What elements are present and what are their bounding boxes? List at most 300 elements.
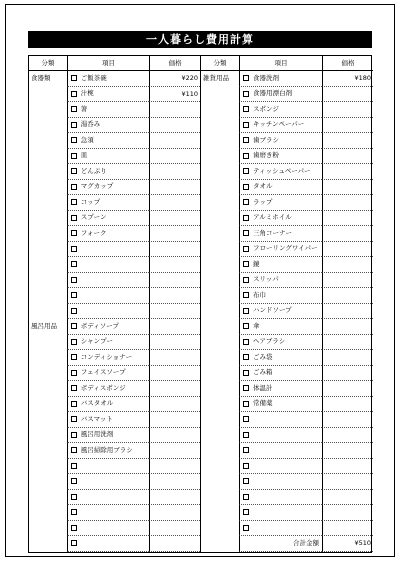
checkbox-icon[interactable] [71, 525, 77, 531]
checkbox-icon[interactable] [71, 137, 77, 143]
right-column-group [201, 56, 373, 552]
table-row [201, 366, 373, 382]
checkbox-icon[interactable] [243, 416, 249, 422]
category-label [201, 366, 239, 382]
item-label: ラップ [253, 197, 273, 206]
checkbox-icon[interactable] [71, 246, 77, 252]
price-cell [322, 211, 373, 227]
table-row [29, 443, 200, 459]
category-label [201, 226, 239, 242]
category-label [29, 350, 67, 366]
table-row [201, 381, 373, 397]
checkbox-icon[interactable] [71, 339, 77, 345]
item-cell [67, 180, 150, 196]
item-cell [67, 71, 150, 87]
checkbox-icon[interactable] [243, 75, 249, 81]
category-label [29, 397, 67, 413]
price-cell [322, 459, 373, 475]
price-cell [322, 490, 373, 506]
table-row [29, 118, 200, 134]
table-row [29, 366, 200, 382]
price-cell [322, 381, 373, 397]
checkbox-icon[interactable] [243, 308, 249, 314]
price-cell [149, 195, 200, 211]
checkbox-icon[interactable] [71, 416, 77, 422]
price-cell [149, 412, 200, 428]
item-cell [67, 164, 150, 180]
item-label: 傘 [253, 321, 260, 330]
checkbox-icon[interactable] [243, 525, 249, 531]
table-row [29, 133, 200, 149]
item-cell [67, 304, 150, 320]
price-cell: ¥180 [322, 71, 373, 87]
item-cell [67, 412, 150, 428]
checkbox-icon[interactable] [243, 168, 249, 174]
table-row [29, 71, 200, 87]
item-label: 急須 [80, 135, 94, 144]
item-label: 皿 [80, 151, 88, 160]
category-label [201, 273, 239, 289]
price-cell [322, 304, 373, 320]
checkbox-icon[interactable] [71, 494, 77, 500]
category-label [201, 164, 239, 180]
checkbox-icon[interactable] [71, 153, 77, 159]
price-cell [322, 87, 373, 103]
table-row [201, 288, 373, 304]
category-label [29, 443, 67, 459]
table-row [201, 118, 373, 134]
table-row [29, 381, 200, 397]
table-row [201, 319, 373, 335]
checkbox-icon[interactable] [243, 385, 249, 391]
item-cell [67, 226, 150, 242]
checkbox-icon[interactable] [71, 292, 77, 298]
category-label: 雑貨用品 [203, 74, 229, 82]
checkbox-icon[interactable] [243, 122, 249, 128]
checkbox-icon[interactable] [71, 261, 77, 267]
price-cell [322, 195, 373, 211]
item-label: 歯ブラシ [253, 135, 279, 144]
table-row [29, 195, 200, 211]
item-label: スプーン [80, 213, 107, 222]
right-rows [201, 71, 373, 536]
total-label: 合計金額 [239, 536, 322, 552]
checkbox-icon[interactable] [71, 463, 77, 469]
item-label: 体温計 [253, 383, 273, 392]
table-row [29, 149, 200, 165]
table-row [29, 242, 200, 258]
price-cell [149, 490, 200, 506]
category-label [201, 350, 239, 366]
category-label: 食器類 [31, 74, 51, 82]
checkbox-icon[interactable] [243, 354, 249, 360]
checkbox-icon[interactable] [243, 215, 249, 221]
category-label [29, 412, 67, 428]
table-row [29, 505, 200, 521]
category-label [29, 273, 67, 289]
item-cell [67, 381, 150, 397]
item-cell [239, 242, 322, 258]
price-cell [322, 474, 373, 490]
item-cell [67, 505, 150, 521]
category-label [29, 459, 67, 475]
category-label [29, 180, 67, 196]
category-label [29, 474, 67, 490]
table-row [201, 521, 373, 537]
price-cell [322, 226, 373, 242]
checkbox-icon[interactable] [71, 323, 77, 329]
table-row [201, 87, 373, 103]
price-cell [322, 288, 373, 304]
item-cell [239, 381, 322, 397]
item-cell [239, 319, 322, 335]
price-cell [149, 350, 200, 366]
checkbox-icon[interactable] [71, 184, 77, 190]
category-label [201, 133, 239, 149]
item-label: スリッパ [253, 275, 279, 284]
checkbox-icon[interactable] [243, 184, 249, 190]
price-cell [149, 335, 200, 351]
price-cell [322, 443, 373, 459]
checkbox-icon[interactable] [243, 509, 249, 515]
price-cell [149, 459, 200, 475]
checkbox-icon[interactable] [243, 370, 249, 376]
price-cell: ¥110 [149, 87, 200, 103]
table-row [201, 443, 373, 459]
table-row [201, 164, 373, 180]
category-label: 風呂用品 [31, 322, 57, 330]
checkbox-icon[interactable] [71, 106, 77, 112]
category-label [201, 397, 239, 413]
checkbox-icon[interactable] [243, 339, 249, 345]
category-label [29, 87, 67, 103]
item-label: 汁椀 [80, 89, 94, 98]
price-cell [322, 164, 373, 180]
item-cell [67, 288, 150, 304]
table-row [201, 242, 373, 258]
category-label [201, 335, 239, 351]
price-cell [149, 304, 200, 320]
item-cell [67, 366, 150, 382]
checkbox-icon[interactable] [243, 261, 249, 267]
table-row [29, 164, 200, 180]
checkbox-icon[interactable] [243, 91, 249, 97]
item-cell [67, 428, 150, 444]
category-label [29, 490, 67, 506]
price-cell [149, 397, 200, 413]
price-cell [149, 242, 200, 258]
total-spacer [201, 536, 239, 552]
header-category: 分類 [41, 59, 55, 67]
item-label: スポンジ [253, 104, 279, 113]
table-header [29, 56, 200, 71]
category-label [201, 257, 239, 273]
price-cell [322, 102, 373, 118]
price-cell: ¥220 [149, 71, 200, 87]
price-cell [322, 412, 373, 428]
table-row [29, 412, 200, 428]
item-cell [239, 521, 322, 537]
item-cell [239, 459, 322, 475]
checkbox-icon[interactable] [243, 401, 249, 407]
table-row [201, 71, 373, 87]
item-cell [239, 211, 322, 227]
item-cell [67, 102, 150, 118]
item-cell [239, 180, 322, 196]
table-row [29, 490, 200, 506]
item-cell [239, 428, 322, 444]
price-cell [149, 443, 200, 459]
table-header [201, 56, 373, 71]
table-row [29, 428, 200, 444]
checkbox-icon[interactable] [243, 230, 249, 236]
item-label: タオル [253, 182, 273, 191]
item-cell [67, 319, 150, 335]
expense-sheet [28, 55, 372, 553]
category-label [29, 102, 67, 118]
price-cell [149, 428, 200, 444]
checkbox-icon[interactable] [243, 106, 249, 112]
price-cell [322, 149, 373, 165]
item-label: 三角コーナー [253, 228, 292, 237]
total-row [201, 536, 373, 552]
table-row [201, 412, 373, 428]
item-cell [239, 257, 322, 273]
left-column-group [29, 56, 201, 552]
checkbox-icon[interactable] [71, 168, 77, 174]
checkbox-icon[interactable] [71, 122, 77, 128]
price-cell [149, 319, 200, 335]
item-cell [67, 242, 150, 258]
category-label [29, 288, 67, 304]
table-row [29, 335, 200, 351]
item-label: ごみ袋 [253, 352, 273, 361]
item-label: フローリングワイパー [253, 244, 318, 253]
price-cell [149, 133, 200, 149]
total-value: ¥510 [322, 536, 373, 552]
price-cell [322, 242, 373, 258]
item-cell [67, 350, 150, 366]
category-label [201, 490, 239, 506]
table-row [201, 459, 373, 475]
item-label: バスマット [80, 414, 113, 423]
checkbox-icon[interactable] [71, 230, 77, 236]
price-cell [149, 521, 200, 537]
category-label [29, 164, 67, 180]
checkbox-icon[interactable] [71, 509, 77, 515]
checkbox-icon[interactable] [71, 432, 77, 438]
item-cell [67, 273, 150, 289]
item-label: ごみ箱 [253, 368, 273, 377]
item-label: 湯呑み [80, 120, 101, 129]
item-label: ボディソープ [80, 321, 119, 330]
item-label: フォーク [80, 228, 107, 237]
category-label [29, 211, 67, 227]
table-row [29, 397, 200, 413]
checkbox-icon[interactable] [243, 277, 249, 283]
table-row [201, 195, 373, 211]
item-label: 食器用漂白剤 [253, 89, 292, 98]
checkbox-icon[interactable] [243, 478, 249, 484]
item-label: ティッシュペーパー [253, 166, 311, 175]
item-cell [239, 133, 322, 149]
checkbox-icon[interactable] [71, 199, 77, 205]
table-row [201, 335, 373, 351]
item-label: 常備薬 [253, 399, 273, 408]
item-cell [67, 211, 150, 227]
price-cell [322, 521, 373, 537]
category-label [29, 304, 67, 320]
category-label [201, 288, 239, 304]
item-cell [67, 397, 150, 413]
item-cell [239, 71, 322, 87]
price-cell [149, 211, 200, 227]
item-cell [67, 443, 150, 459]
item-cell [67, 87, 150, 103]
checkbox-icon[interactable] [71, 385, 77, 391]
price-cell [149, 474, 200, 490]
item-cell [239, 118, 322, 134]
checkbox-icon[interactable] [243, 246, 249, 252]
checkbox-icon[interactable] [243, 494, 249, 500]
item-cell [239, 474, 322, 490]
checkbox-icon[interactable] [71, 75, 77, 81]
item-cell [239, 149, 322, 165]
item-label: 風呂用洗剤 [80, 430, 114, 439]
page-title: 一人暮らし費用計算 [28, 31, 372, 48]
table-row [201, 211, 373, 227]
category-label [29, 521, 67, 537]
item-cell [67, 149, 150, 165]
price-cell [322, 319, 373, 335]
item-label: キッチンペーパー [253, 120, 305, 129]
price-cell [322, 180, 373, 196]
checkbox-icon[interactable] [71, 540, 77, 546]
price-cell [322, 366, 373, 382]
checkbox-icon[interactable] [243, 432, 249, 438]
table-row [29, 521, 200, 537]
category-label [201, 443, 239, 459]
item-label: ヘアブラシ [253, 337, 286, 346]
checkbox-icon[interactable] [243, 323, 249, 329]
table-row [201, 133, 373, 149]
item-cell [239, 195, 322, 211]
category-label [201, 102, 239, 118]
category-label [29, 257, 67, 273]
price-cell [322, 335, 373, 351]
category-label [201, 87, 239, 103]
item-cell [239, 350, 322, 366]
category-label [201, 149, 239, 165]
price-cell [322, 350, 373, 366]
category-label [201, 505, 239, 521]
checkbox-icon[interactable] [243, 447, 249, 453]
checkbox-icon[interactable] [243, 292, 249, 298]
table-row [29, 273, 200, 289]
price-cell [149, 164, 200, 180]
table-row [201, 304, 373, 320]
header-price: 価格 [149, 56, 200, 70]
item-label: コップ [80, 197, 101, 206]
table-row [201, 505, 373, 521]
item-cell [239, 412, 322, 428]
checkbox-icon[interactable] [71, 401, 77, 407]
item-label: 箸 [80, 104, 88, 113]
item-label: 歯磨き粉 [253, 151, 279, 160]
checkbox-icon[interactable] [71, 91, 77, 97]
price-cell [149, 273, 200, 289]
item-cell [67, 536, 150, 552]
category-label [29, 505, 67, 521]
category-label [201, 459, 239, 475]
table-row [29, 87, 200, 103]
item-cell [239, 87, 322, 103]
item-cell [239, 335, 322, 351]
item-label: ボディスポンジ [80, 383, 126, 392]
table-row [29, 211, 200, 227]
item-cell [239, 490, 322, 506]
item-cell [239, 443, 322, 459]
table-row [201, 149, 373, 165]
checkbox-icon[interactable] [243, 137, 249, 143]
category-label [29, 242, 67, 258]
category-label [29, 118, 67, 134]
table-row [201, 428, 373, 444]
table-row [201, 257, 373, 273]
category-label [29, 536, 67, 552]
checkbox-icon[interactable] [71, 277, 77, 283]
header-item: 項目 [239, 56, 322, 70]
price-cell [322, 505, 373, 521]
checkbox-icon[interactable] [71, 308, 77, 314]
header-price: 価格 [322, 56, 373, 70]
category-label [29, 133, 67, 149]
item-label: シャンプー [80, 337, 113, 346]
price-cell [149, 366, 200, 382]
checkbox-icon[interactable] [71, 354, 77, 360]
price-cell [149, 102, 200, 118]
checkbox-icon[interactable] [71, 370, 77, 376]
checkbox-icon[interactable] [71, 447, 77, 453]
item-cell [67, 490, 150, 506]
price-cell [322, 133, 373, 149]
price-cell [149, 536, 200, 552]
checkbox-icon[interactable] [71, 478, 77, 484]
item-cell [239, 366, 322, 382]
checkbox-icon[interactable] [71, 215, 77, 221]
item-cell [67, 118, 150, 134]
category-label [201, 412, 239, 428]
category-label [29, 226, 67, 242]
price-cell [149, 505, 200, 521]
checkbox-icon[interactable] [243, 153, 249, 159]
table-row [201, 350, 373, 366]
item-cell [67, 195, 150, 211]
price-cell [149, 180, 200, 196]
checkbox-icon[interactable] [243, 463, 249, 469]
header-item: 項目 [67, 56, 150, 70]
price-cell [322, 273, 373, 289]
checkbox-icon[interactable] [243, 199, 249, 205]
item-cell [239, 226, 322, 242]
item-cell [239, 102, 322, 118]
item-cell [239, 273, 322, 289]
item-cell [67, 257, 150, 273]
item-label: 鏡 [253, 259, 260, 268]
category-label [201, 381, 239, 397]
table-row [29, 257, 200, 273]
item-cell [67, 474, 150, 490]
